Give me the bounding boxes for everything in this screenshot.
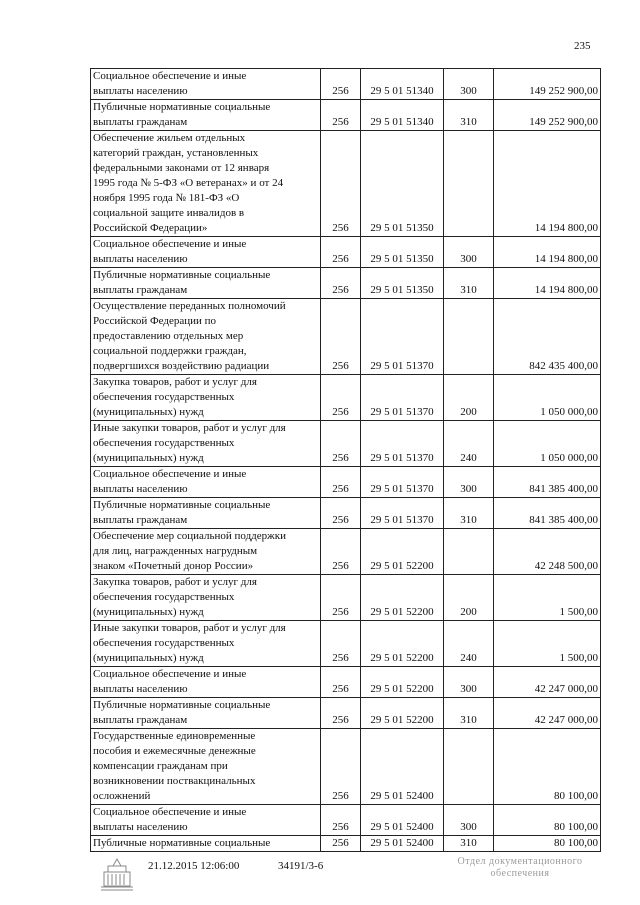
row-name-cell: Закупка товаров, работ и услуг для обеспечения государственных (муниципальных) нужд — [91, 375, 321, 421]
row-vr-cell: 310 — [444, 100, 494, 131]
row-code-cell: 256 — [321, 237, 361, 268]
row-sum-cell: 842 435 400,00 — [494, 299, 601, 375]
row-vr-cell: 300 — [444, 805, 494, 836]
row-sum-cell: 149 252 900,00 — [494, 69, 601, 100]
building-emblem-icon — [98, 856, 136, 894]
row-csr-cell: 29 5 01 51370 — [361, 421, 444, 467]
row-csr-cell: 29 5 01 51340 — [361, 100, 444, 131]
row-sum-cell: 1 500,00 — [494, 621, 601, 667]
row-csr-cell: 29 5 01 51370 — [361, 498, 444, 529]
row-sum-cell: 149 252 900,00 — [494, 100, 601, 131]
row-sum-cell: 1 050 000,00 — [494, 375, 601, 421]
row-name-cell: Иные закупки товаров, работ и услуг для обеспечения государственных (муниципальных) нужд — [91, 421, 321, 467]
row-name-cell: Осуществление переданных полномочий Российской Федерации по предоставлению отдельных мер социальной поддержки граждан, подвергшихся воздействию радиации — [91, 299, 321, 375]
row-csr-cell: 29 5 01 51350 — [361, 268, 444, 299]
table-row — [91, 498, 601, 529]
row-vr-cell: 310 — [444, 268, 494, 299]
row-code-cell: 256 — [321, 69, 361, 100]
table-row — [91, 69, 601, 100]
row-sum-cell: 42 247 000,00 — [494, 698, 601, 729]
table-row — [91, 621, 601, 667]
row-csr-cell: 29 5 01 51350 — [361, 131, 444, 237]
row-sum-cell: 1 500,00 — [494, 575, 601, 621]
table-row — [91, 375, 601, 421]
row-csr-cell: 29 5 01 52400 — [361, 836, 444, 852]
page-number: 235 — [574, 40, 591, 52]
row-name-cell: Социальное обеспечение и иные выплаты населению — [91, 805, 321, 836]
row-sum-cell: 841 385 400,00 — [494, 498, 601, 529]
row-sum-cell: 14 194 800,00 — [494, 131, 601, 237]
row-csr-cell: 29 5 01 52200 — [361, 621, 444, 667]
row-csr-cell: 29 5 01 52200 — [361, 575, 444, 621]
row-vr-cell: 240 — [444, 421, 494, 467]
row-name-cell: Закупка товаров, работ и услуг для обеспечения государственных (муниципальных) нужд — [91, 575, 321, 621]
row-code-cell: 256 — [321, 575, 361, 621]
row-sum-cell: 80 100,00 — [494, 836, 601, 852]
row-sum-cell: 42 248 500,00 — [494, 529, 601, 575]
footer-datetime: 21.12.2015 12:06:00 — [148, 860, 240, 872]
row-sum-cell: 14 194 800,00 — [494, 268, 601, 299]
row-csr-cell: 29 5 01 51350 — [361, 237, 444, 268]
row-vr-cell: 310 — [444, 836, 494, 852]
footer-doc-number: 34191/3-6 — [278, 860, 324, 872]
row-code-cell: 256 — [321, 498, 361, 529]
table-row — [91, 529, 601, 575]
row-vr-cell: 300 — [444, 467, 494, 498]
row-vr-cell: 300 — [444, 69, 494, 100]
row-sum-cell: 42 247 000,00 — [494, 667, 601, 698]
row-name-cell: Иные закупки товаров, работ и услуг для обеспечения государственных (муниципальных) нужд — [91, 621, 321, 667]
row-code-cell: 256 — [321, 375, 361, 421]
row-name-cell: Социальное обеспечение и иные выплаты населению — [91, 237, 321, 268]
row-vr-cell: 200 — [444, 375, 494, 421]
row-code-cell: 256 — [321, 268, 361, 299]
row-vr-cell: 310 — [444, 498, 494, 529]
table-row — [91, 836, 601, 852]
table-row — [91, 421, 601, 467]
row-name-cell: Публичные нормативные социальные выплаты гражданам — [91, 698, 321, 729]
budget-table — [90, 68, 601, 852]
row-name-cell: Публичные нормативные социальные выплаты гражданам — [91, 498, 321, 529]
row-name-cell: Социальное обеспечение и иные выплаты населению — [91, 667, 321, 698]
row-csr-cell: 29 5 01 52200 — [361, 529, 444, 575]
table-row — [91, 299, 601, 375]
row-name-cell: Публичные нормативные социальные выплаты гражданам — [91, 100, 321, 131]
table-row — [91, 729, 601, 805]
row-code-cell: 256 — [321, 667, 361, 698]
row-code-cell: 256 — [321, 698, 361, 729]
row-sum-cell: 1 050 000,00 — [494, 421, 601, 467]
row-csr-cell: 29 5 01 52200 — [361, 698, 444, 729]
row-sum-cell: 80 100,00 — [494, 805, 601, 836]
row-code-cell: 256 — [321, 729, 361, 805]
page-footer — [0, 856, 640, 900]
row-csr-cell: 29 5 01 51370 — [361, 375, 444, 421]
row-vr-cell: 240 — [444, 621, 494, 667]
row-name-cell: Государственные единовременные пособия и ежемесячные денежные компенсации гражданам при возникновении поствакцинальных осложнений — [91, 729, 321, 805]
table-row — [91, 575, 601, 621]
row-vr-cell: 200 — [444, 575, 494, 621]
row-name-cell: Публичные нормативные социальные — [91, 836, 321, 852]
row-vr-cell — [444, 299, 494, 375]
table-row — [91, 131, 601, 237]
row-sum-cell: 80 100,00 — [494, 729, 601, 805]
row-csr-cell: 29 5 01 52400 — [361, 729, 444, 805]
row-code-cell: 256 — [321, 131, 361, 237]
row-csr-cell: 29 5 01 52200 — [361, 667, 444, 698]
row-vr-cell: 300 — [444, 667, 494, 698]
row-code-cell: 256 — [321, 621, 361, 667]
table-row — [91, 667, 601, 698]
table-row — [91, 268, 601, 299]
row-csr-cell: 29 5 01 51370 — [361, 299, 444, 375]
row-csr-cell: 29 5 01 51370 — [361, 467, 444, 498]
table-row — [91, 237, 601, 268]
row-name-cell: Обеспечение жильем отдельных категорий граждан, установленных федеральными законами от 12 января 1995 года № 5-ФЗ «О ветеранах» и от 24 ноября 1995 года № 181-ФЗ «О социальной защите инвалидов в Российской Федерации» — [91, 131, 321, 237]
row-sum-cell: 14 194 800,00 — [494, 237, 601, 268]
row-code-cell: 256 — [321, 529, 361, 575]
footer-department-stamp: Отдел документационного обеспечения — [457, 856, 583, 879]
row-vr-cell: 300 — [444, 237, 494, 268]
row-name-cell: Социальное обеспечение и иные выплаты населению — [91, 69, 321, 100]
row-code-cell: 256 — [321, 299, 361, 375]
table-row — [91, 467, 601, 498]
row-vr-cell — [444, 131, 494, 237]
table-row — [91, 100, 601, 131]
row-name-cell: Обеспечение мер социальной поддержки для лиц, награжденных нагрудным знаком «Почетный донор России» — [91, 529, 321, 575]
row-code-cell: 256 — [321, 421, 361, 467]
row-vr-cell: 310 — [444, 698, 494, 729]
table-row — [91, 698, 601, 729]
row-code-cell: 256 — [321, 100, 361, 131]
table-row — [91, 805, 601, 836]
row-code-cell: 256 — [321, 805, 361, 836]
row-name-cell: Социальное обеспечение и иные выплаты населению — [91, 467, 321, 498]
row-vr-cell — [444, 729, 494, 805]
row-code-cell: 256 — [321, 836, 361, 852]
row-sum-cell: 841 385 400,00 — [494, 467, 601, 498]
row-csr-cell: 29 5 01 52400 — [361, 805, 444, 836]
row-name-cell: Публичные нормативные социальные выплаты гражданам — [91, 268, 321, 299]
row-code-cell: 256 — [321, 467, 361, 498]
row-csr-cell: 29 5 01 51340 — [361, 69, 444, 100]
row-vr-cell — [444, 529, 494, 575]
